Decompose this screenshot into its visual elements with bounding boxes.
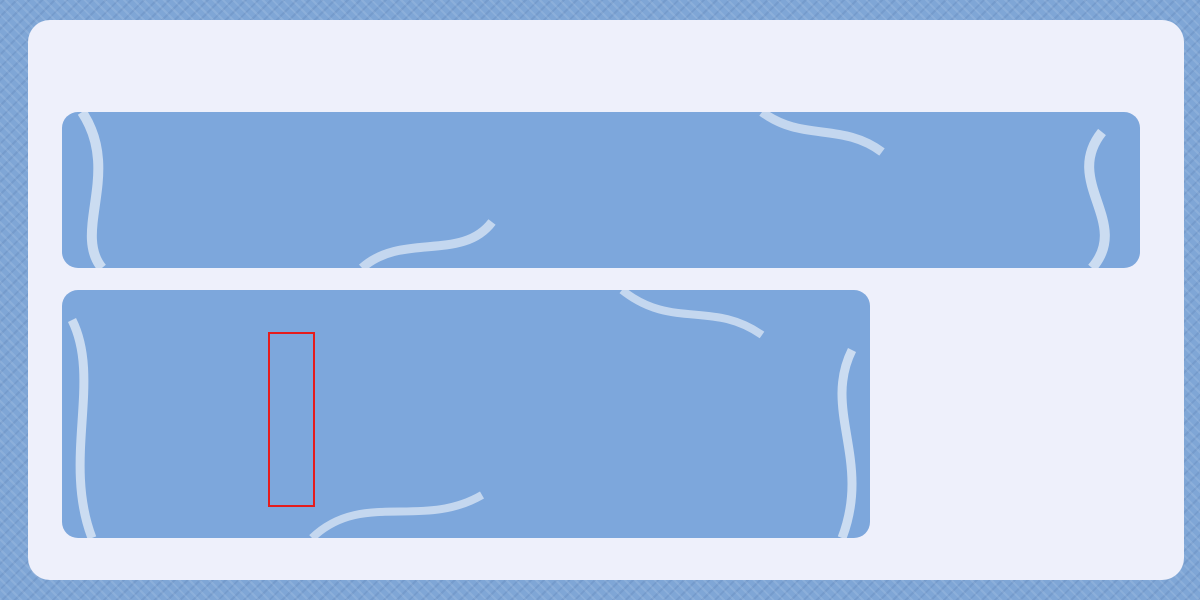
table1-panel [62, 112, 1140, 268]
price-highlight-frame [268, 332, 315, 507]
wave-decoration [62, 112, 1140, 268]
wave-decoration [62, 290, 870, 538]
table2-panel [62, 290, 870, 538]
